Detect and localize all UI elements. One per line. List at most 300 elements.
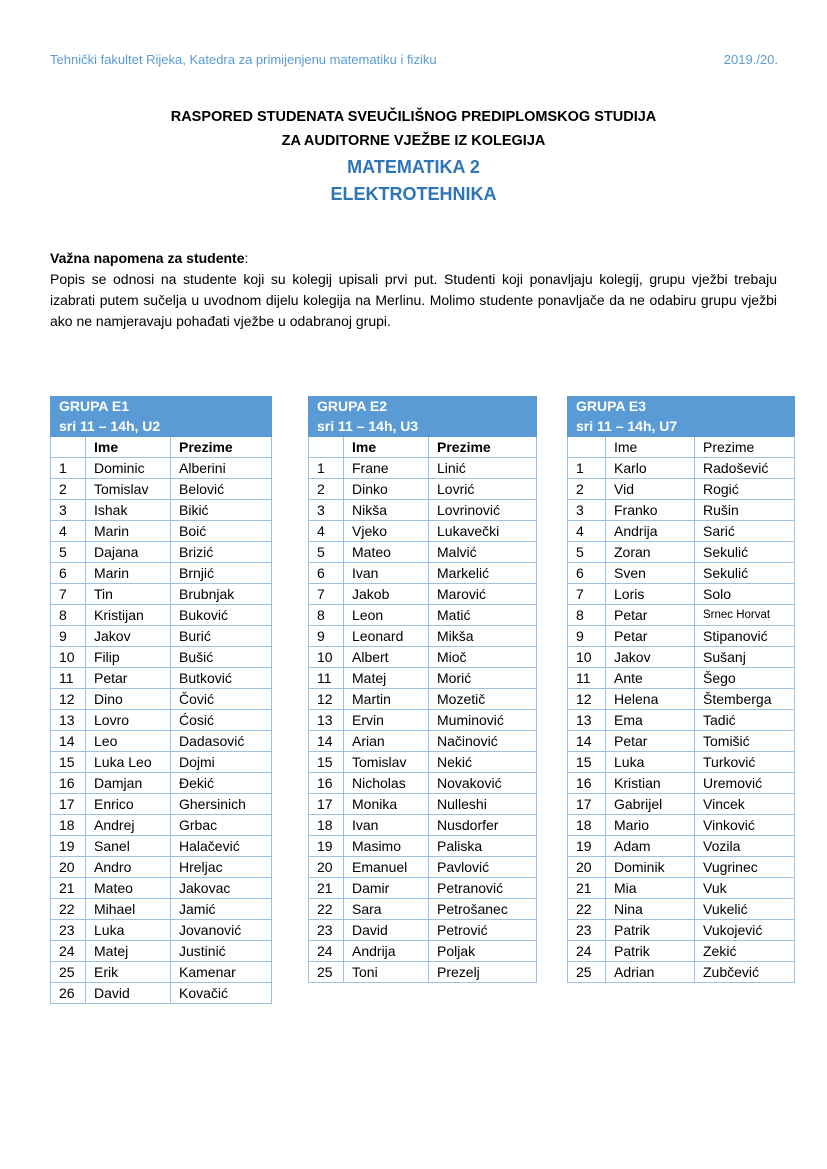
student-last-name: Buković <box>171 605 272 626</box>
student-number: 15 <box>309 752 344 773</box>
student-first-name: Andrija <box>606 521 695 542</box>
student-number: 4 <box>51 521 86 542</box>
student-first-name: Nina <box>606 899 695 920</box>
student-number: 12 <box>568 689 606 710</box>
student-last-name: Radošević <box>695 458 795 479</box>
student-last-name: Paliska <box>429 836 537 857</box>
student-last-name: Belović <box>171 479 272 500</box>
student-last-name: Marović <box>429 584 537 605</box>
student-last-name: Tadić <box>695 710 795 731</box>
student-first-name: Dominik <box>606 857 695 878</box>
student-note <box>50 248 777 332</box>
student-last-name: Mozetič <box>429 689 537 710</box>
student-first-name: Lovro <box>86 710 171 731</box>
student-last-name: Brizić <box>171 542 272 563</box>
student-number: 23 <box>568 920 606 941</box>
student-number: 5 <box>309 542 344 563</box>
student-last-name: Prezelj <box>429 962 537 983</box>
student-last-name: Sekulić <box>695 563 795 584</box>
student-first-name: Jakov <box>606 647 695 668</box>
student-row <box>309 500 537 521</box>
student-number: 8 <box>309 605 344 626</box>
student-number: 4 <box>568 521 606 542</box>
student-number: 8 <box>568 605 606 626</box>
student-first-name: Ante <box>606 668 695 689</box>
note-heading: Važna napomena za studente <box>50 250 245 266</box>
student-row <box>51 857 272 878</box>
student-number: 18 <box>51 815 86 836</box>
group-schedule: sri 11 – 14h, U3 <box>309 417 537 437</box>
student-number: 14 <box>309 731 344 752</box>
student-number: 11 <box>309 668 344 689</box>
student-last-name: Jovanović <box>171 920 272 941</box>
student-row <box>568 584 795 605</box>
student-last-name: Vugrinec <box>695 857 795 878</box>
student-first-name: Ema <box>606 710 695 731</box>
student-last-name: Bušić <box>171 647 272 668</box>
student-last-name: Mikša <box>429 626 537 647</box>
student-number: 1 <box>51 458 86 479</box>
student-number: 15 <box>51 752 86 773</box>
student-number: 6 <box>568 563 606 584</box>
student-first-name: Mihael <box>86 899 171 920</box>
student-row <box>51 941 272 962</box>
student-number: 12 <box>51 689 86 710</box>
student-row <box>309 878 537 899</box>
student-last-name: Srnec Horvat <box>695 605 795 626</box>
student-row <box>51 815 272 836</box>
student-number: 10 <box>568 647 606 668</box>
student-row <box>568 794 795 815</box>
student-number: 21 <box>51 878 86 899</box>
student-last-name: Grbac <box>171 815 272 836</box>
student-row <box>309 920 537 941</box>
student-last-name: Tomišić <box>695 731 795 752</box>
student-number: 5 <box>51 542 86 563</box>
student-row <box>51 899 272 920</box>
student-number: 21 <box>568 878 606 899</box>
column-header-last-name: Prezime <box>429 437 537 458</box>
student-number: 9 <box>309 626 344 647</box>
student-first-name: Tomislav <box>344 752 429 773</box>
student-number: 4 <box>309 521 344 542</box>
student-row <box>309 836 537 857</box>
student-first-name: Enrico <box>86 794 171 815</box>
student-row <box>51 689 272 710</box>
group-table-e3 <box>567 396 795 983</box>
student-first-name: Helena <box>606 689 695 710</box>
student-number: 7 <box>568 584 606 605</box>
student-last-name: Načinović <box>429 731 537 752</box>
student-number: 13 <box>309 710 344 731</box>
student-first-name: Mia <box>606 878 695 899</box>
student-first-name: Leonard <box>344 626 429 647</box>
student-last-name: Boić <box>171 521 272 542</box>
student-number: 8 <box>51 605 86 626</box>
student-first-name: Luka <box>86 920 171 941</box>
student-last-name: Lukavečki <box>429 521 537 542</box>
student-row <box>51 458 272 479</box>
student-number: 2 <box>51 479 86 500</box>
student-row <box>568 605 795 626</box>
student-number: 1 <box>309 458 344 479</box>
student-row <box>568 920 795 941</box>
student-first-name: Petar <box>606 605 695 626</box>
student-last-name: Kovačić <box>171 983 272 1004</box>
student-row <box>309 752 537 773</box>
student-first-name: Mario <box>606 815 695 836</box>
student-number: 20 <box>568 857 606 878</box>
student-first-name: Patrik <box>606 920 695 941</box>
student-last-name: Burić <box>171 626 272 647</box>
student-number: 21 <box>309 878 344 899</box>
student-last-name: Sekulić <box>695 542 795 563</box>
student-first-name: Frane <box>344 458 429 479</box>
student-row <box>568 626 795 647</box>
student-row <box>309 542 537 563</box>
student-row <box>568 878 795 899</box>
note-heading-line <box>50 248 777 269</box>
student-row <box>51 710 272 731</box>
student-last-name: Čović <box>171 689 272 710</box>
student-last-name: Brubnjak <box>171 584 272 605</box>
student-last-name: Petrović <box>429 920 537 941</box>
student-row <box>309 458 537 479</box>
note-heading-colon: : <box>244 250 249 266</box>
student-number: 14 <box>568 731 606 752</box>
student-last-name: Poljak <box>429 941 537 962</box>
column-header-last-name: Prezime <box>171 437 272 458</box>
student-number: 17 <box>309 794 344 815</box>
student-first-name: Petar <box>86 668 171 689</box>
student-number: 6 <box>51 563 86 584</box>
student-row <box>51 647 272 668</box>
student-first-name: David <box>86 983 171 1004</box>
student-first-name: Marin <box>86 521 171 542</box>
student-first-name: Nicholas <box>344 773 429 794</box>
group-name: GRUPA E1 <box>51 397 272 417</box>
note-body: Popis se odnosi na studente koji su kolegij upisali prvi put. Studenti koji ponavljaju kolegij, grupu vježbi trebaju izabrati putem sučelja u uvodnom dijelu kolegija na Merlinu. Molimo studente ponavljače da ne odabiru grupu vježbi ako ne namjeravaju pohađati vježbe u odabranoj grupi. <box>50 271 777 329</box>
student-row <box>309 773 537 794</box>
student-first-name: Albert <box>344 647 429 668</box>
student-row <box>51 563 272 584</box>
student-first-name: Ivan <box>344 815 429 836</box>
student-number: 18 <box>309 815 344 836</box>
group-name: GRUPA E3 <box>568 397 795 417</box>
student-last-name: Nusdorfer <box>429 815 537 836</box>
student-row <box>309 794 537 815</box>
student-number: 23 <box>309 920 344 941</box>
student-row <box>568 689 795 710</box>
student-first-name: Dominic <box>86 458 171 479</box>
student-number: 19 <box>568 836 606 857</box>
student-row <box>51 500 272 521</box>
student-last-name: Dadasović <box>171 731 272 752</box>
student-number: 6 <box>309 563 344 584</box>
student-row <box>51 920 272 941</box>
student-first-name: Dinko <box>344 479 429 500</box>
student-first-name: Petar <box>606 626 695 647</box>
student-number: 26 <box>51 983 86 1004</box>
student-row <box>309 668 537 689</box>
student-last-name: Dojmi <box>171 752 272 773</box>
column-header-first-name: Ime <box>606 437 695 458</box>
student-first-name: Tomislav <box>86 479 171 500</box>
group-schedule: sri 11 – 14h, U7 <box>568 417 795 437</box>
student-row <box>568 542 795 563</box>
student-first-name: Loris <box>606 584 695 605</box>
student-row <box>51 521 272 542</box>
student-row <box>51 983 272 1004</box>
group-name: GRUPA E2 <box>309 397 537 417</box>
student-number: 15 <box>568 752 606 773</box>
student-first-name: Sara <box>344 899 429 920</box>
student-first-name: Sven <box>606 563 695 584</box>
student-row <box>309 563 537 584</box>
student-number: 19 <box>51 836 86 857</box>
student-row <box>309 521 537 542</box>
student-number: 24 <box>51 941 86 962</box>
student-row <box>309 647 537 668</box>
student-number: 9 <box>568 626 606 647</box>
student-last-name: Vukelić <box>695 899 795 920</box>
student-first-name: Andrej <box>86 815 171 836</box>
student-last-name: Alberini <box>171 458 272 479</box>
student-first-name: Marin <box>86 563 171 584</box>
column-header-first-name: Ime <box>344 437 429 458</box>
study-program: ELEKTROTEHNIKA <box>330 184 497 204</box>
student-number: 10 <box>51 647 86 668</box>
student-last-name: Bikić <box>171 500 272 521</box>
student-number: 11 <box>568 668 606 689</box>
column-header-row <box>51 437 272 458</box>
title-line-2: ZA AUDITORNE VJEŽBE IZ KOLEGIJA <box>281 133 546 149</box>
student-first-name: Filip <box>86 647 171 668</box>
student-number: 16 <box>309 773 344 794</box>
student-row <box>51 626 272 647</box>
student-last-name: Ghersinich <box>171 794 272 815</box>
group-body <box>51 437 272 1004</box>
student-first-name: Dino <box>86 689 171 710</box>
student-last-name: Justinić <box>171 941 272 962</box>
group-body <box>568 437 795 983</box>
student-row <box>309 689 537 710</box>
student-number: 22 <box>309 899 344 920</box>
student-row <box>51 605 272 626</box>
student-first-name: Leon <box>344 605 429 626</box>
student-first-name: Mateo <box>344 542 429 563</box>
student-last-name: Đekić <box>171 773 272 794</box>
student-first-name: Vid <box>606 479 695 500</box>
student-first-name: Arian <box>344 731 429 752</box>
student-last-name: Lovrić <box>429 479 537 500</box>
student-row <box>568 479 795 500</box>
student-last-name: Rušin <box>695 500 795 521</box>
student-first-name: Monika <box>344 794 429 815</box>
student-first-name: Nikša <box>344 500 429 521</box>
student-row <box>51 584 272 605</box>
student-row <box>568 815 795 836</box>
student-row <box>568 941 795 962</box>
student-number: 12 <box>309 689 344 710</box>
student-row <box>309 479 537 500</box>
student-number: 3 <box>568 500 606 521</box>
student-row <box>51 731 272 752</box>
student-last-name: Rogić <box>695 479 795 500</box>
student-row <box>568 500 795 521</box>
student-last-name: Vinković <box>695 815 795 836</box>
student-number: 14 <box>51 731 86 752</box>
student-number: 17 <box>568 794 606 815</box>
group-body <box>309 437 537 983</box>
student-first-name: Tin <box>86 584 171 605</box>
student-row <box>309 710 537 731</box>
student-row <box>51 479 272 500</box>
student-last-name: Stipanović <box>695 626 795 647</box>
student-last-name: Markelić <box>429 563 537 584</box>
student-first-name: Jakov <box>86 626 171 647</box>
student-number: 20 <box>309 857 344 878</box>
student-last-name: Matić <box>429 605 537 626</box>
student-first-name: Toni <box>344 962 429 983</box>
student-last-name: Mioč <box>429 647 537 668</box>
student-last-name: Zubčević <box>695 962 795 983</box>
column-header-first-name: Ime <box>86 437 171 458</box>
student-last-name: Sušanj <box>695 647 795 668</box>
student-number: 22 <box>51 899 86 920</box>
student-number: 5 <box>568 542 606 563</box>
student-number: 3 <box>51 500 86 521</box>
student-first-name: Leo <box>86 731 171 752</box>
group-table-e2 <box>308 396 537 983</box>
student-last-name: Štemberga <box>695 689 795 710</box>
student-row <box>309 584 537 605</box>
student-first-name: Mateo <box>86 878 171 899</box>
student-first-name: Adrian <box>606 962 695 983</box>
header-year: 2019./20. <box>723 52 778 67</box>
student-last-name: Morić <box>429 668 537 689</box>
student-first-name: Damjan <box>86 773 171 794</box>
student-row <box>568 521 795 542</box>
column-header-number <box>309 437 344 458</box>
student-first-name: Karlo <box>606 458 695 479</box>
student-first-name: Kristijan <box>86 605 171 626</box>
course-name: MATEMATIKA 2 <box>347 157 480 177</box>
student-first-name: Patrik <box>606 941 695 962</box>
student-last-name: Šego <box>695 668 795 689</box>
student-number: 2 <box>568 479 606 500</box>
student-last-name: Ćosić <box>171 710 272 731</box>
student-first-name: Adam <box>606 836 695 857</box>
student-row <box>568 731 795 752</box>
student-row <box>51 773 272 794</box>
student-row <box>568 962 795 983</box>
student-first-name: Dajana <box>86 542 171 563</box>
student-last-name: Petrošanec <box>429 899 537 920</box>
column-header-row <box>309 437 537 458</box>
student-first-name: David <box>344 920 429 941</box>
student-first-name: Matej <box>86 941 171 962</box>
student-last-name: Vuk <box>695 878 795 899</box>
student-first-name: Ervin <box>344 710 429 731</box>
student-row <box>51 542 272 563</box>
student-row <box>51 794 272 815</box>
student-number: 16 <box>568 773 606 794</box>
group-schedule: sri 11 – 14h, U2 <box>51 417 272 437</box>
student-number: 2 <box>309 479 344 500</box>
student-number: 19 <box>309 836 344 857</box>
student-row <box>309 626 537 647</box>
student-last-name: Linić <box>429 458 537 479</box>
student-number: 23 <box>51 920 86 941</box>
student-first-name: Andrija <box>344 941 429 962</box>
student-first-name: Zoran <box>606 542 695 563</box>
student-number: 25 <box>309 962 344 983</box>
student-first-name: Ivan <box>344 563 429 584</box>
student-last-name: Lovrinović <box>429 500 537 521</box>
student-last-name: Butković <box>171 668 272 689</box>
student-last-name: Jamić <box>171 899 272 920</box>
column-header-number <box>51 437 86 458</box>
student-first-name: Petar <box>606 731 695 752</box>
title-line-1: RASPORED STUDENATA SVEUČILIŠNOG PREDIPLOMSKOG STUDIJA <box>170 109 657 125</box>
student-last-name: Nekić <box>429 752 537 773</box>
student-number: 24 <box>309 941 344 962</box>
student-first-name: Erik <box>86 962 171 983</box>
student-row <box>568 752 795 773</box>
student-number: 13 <box>51 710 86 731</box>
student-first-name: Ishak <box>86 500 171 521</box>
student-row <box>51 878 272 899</box>
student-last-name: Malvić <box>429 542 537 563</box>
student-first-name: Emanuel <box>344 857 429 878</box>
student-last-name: Solo <box>695 584 795 605</box>
student-number: 13 <box>568 710 606 731</box>
student-last-name: Kamenar <box>171 962 272 983</box>
student-last-name: Turković <box>695 752 795 773</box>
student-row <box>568 563 795 584</box>
student-number: 25 <box>568 962 606 983</box>
student-first-name: Jakob <box>344 584 429 605</box>
student-row <box>568 857 795 878</box>
student-number: 7 <box>309 584 344 605</box>
student-first-name: Damir <box>344 878 429 899</box>
student-first-name: Matej <box>344 668 429 689</box>
student-row <box>51 668 272 689</box>
student-last-name: Halačević <box>171 836 272 857</box>
student-number: 11 <box>51 668 86 689</box>
student-first-name: Sanel <box>86 836 171 857</box>
student-last-name: Pavlović <box>429 857 537 878</box>
student-last-name: Uremović <box>695 773 795 794</box>
student-row <box>309 857 537 878</box>
student-row <box>51 836 272 857</box>
group-table-e1 <box>50 396 272 1004</box>
student-row <box>568 773 795 794</box>
student-row <box>568 710 795 731</box>
student-number: 18 <box>568 815 606 836</box>
student-number: 25 <box>51 962 86 983</box>
student-last-name: Nulleshi <box>429 794 537 815</box>
student-last-name: Petranović <box>429 878 537 899</box>
student-number: 3 <box>309 500 344 521</box>
student-number: 7 <box>51 584 86 605</box>
student-number: 22 <box>568 899 606 920</box>
student-row <box>568 458 795 479</box>
student-number: 17 <box>51 794 86 815</box>
student-first-name: Luka Leo <box>86 752 171 773</box>
student-number: 24 <box>568 941 606 962</box>
